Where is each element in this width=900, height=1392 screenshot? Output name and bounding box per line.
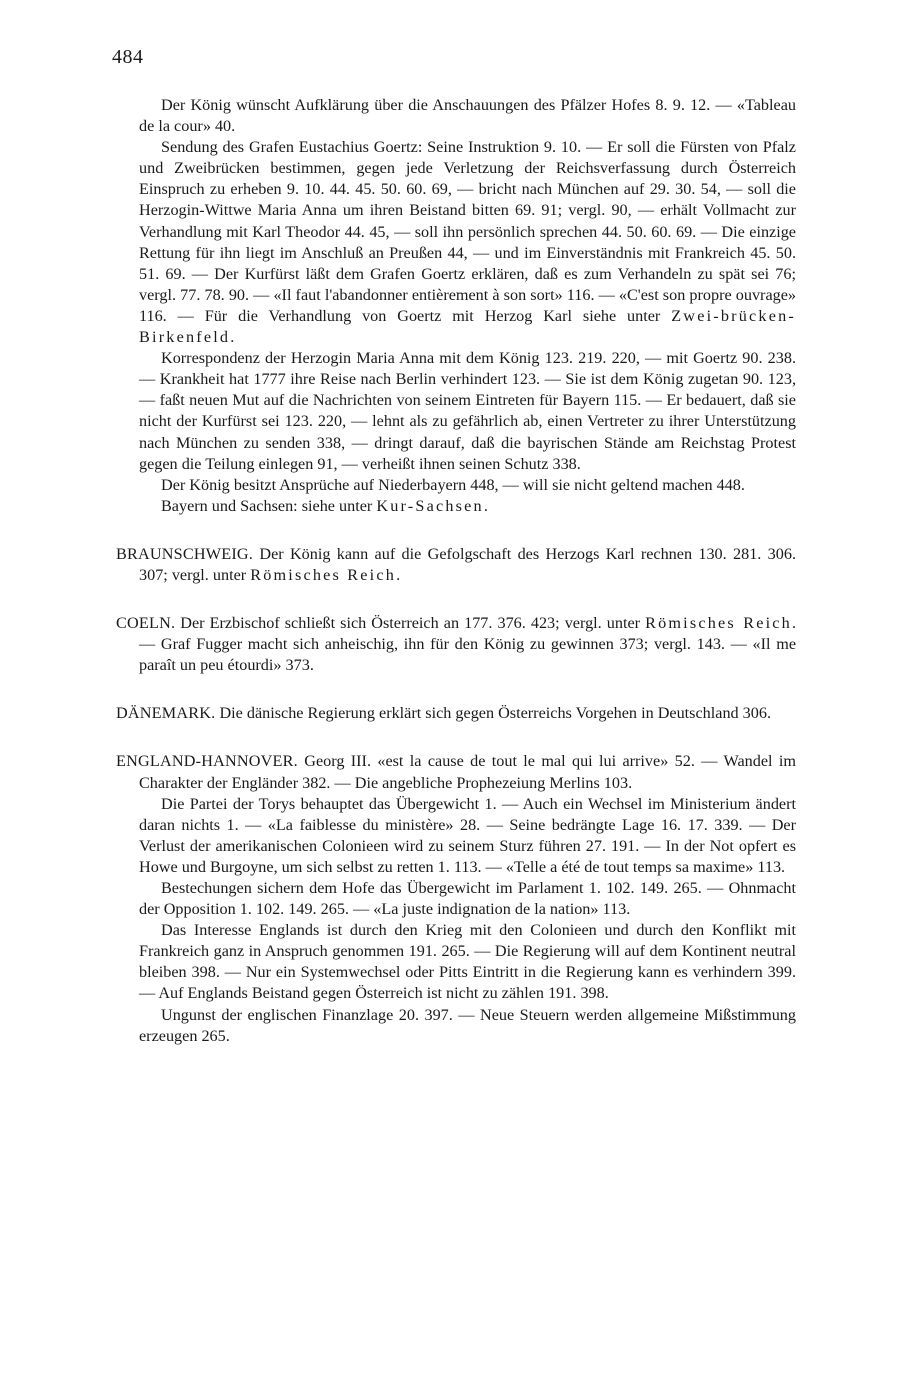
entry-pfalz	[116, 95, 796, 517]
paragraph: Bestechungen sichern dem Hofe das Übergewicht im Parlament 1. 102. 149. 265. — Ohnmacht der Opposition 1. 102. 149. 265. — «La juste indignation de la nation» 113.	[139, 879, 796, 919]
entry-heading: DÄNEMARK.	[116, 704, 216, 723]
entry-lead: BRAUNSCHWEIG. Der König kann auf die Gefolgschaft des Herzogs Karl rechnen 130. 281. 306. 307; vergl. unter Römisches Reich.	[116, 544, 796, 584]
entry-daenemark	[116, 703, 796, 724]
entry-england-hannover	[116, 751, 796, 1046]
entry-lead: DÄNEMARK. Die dänische Regierung erklärt sich gegen Österreichs Vorgehen in Deutschland 306.	[116, 704, 772, 723]
paragraph: Die Partei der Torys behauptet das Übergewicht 1. — Auch ein Wechsel im Ministerium ändert daran nichts 1. — «La faiblesse du ministère» 28. — Seine bedrängte Lage 16. 17. 339. — Der Verlust der amerikanischen Colonieen wird zu seinem Sturz führen 27. 191. — In der Not opfert es Howe und Burgoyne, um sich selbst zu retten 1. 113. — «Telle a été de tout temps sa maxime» 113.	[139, 794, 796, 876]
paragraph: Korrespondenz der Herzogin Maria Anna mit dem König 123. 219. 220, — mit Goertz 90. 238. — Krankheit hat 1777 ihre Reise nach Berlin verhindert 123. — Sie ist dem König zugetan 90. 123, — faßt neuen Mut auf die Nachrichten von seinem Eintreten für Bayern 115. — Er bedauert, daß sie nicht der Kurfürst sei 123. 220, — lehnt als zu gefährlich ab, einen Vertreter zu ihrer Unterstützung nach München zu senden 338, — dringt darauf, daß die bayrischen Stände am Reichstag Protest gegen die Teilung einlegen 91, — verheißt ihnen seinen Schutz 338.	[139, 349, 796, 473]
cross-reference: Römisches Reich	[250, 565, 397, 584]
paragraph: Ungunst der englischen Finanzlage 20. 397. — Neue Steuern werden allgemeine Mißstimmung erzeugen 265.	[139, 1005, 796, 1045]
paragraph: Sendung des Grafen Eustachius Goertz: Seine Instruktion 9. 10. — Er soll die Fürsten von Pfalz und Zweibrücken bestimmen, gegen jede Verletzung der Reichsverfassung durch Österreich Einspruch zu erheben 9. 10. 44. 45. 50. 60. 69, — bricht nach München auf 29. 30. 54, — soll die Herzogin-Wittwe Maria Anna um ihren Beistand bitten 69. 91; vergl. 90, — erhält Vollmacht zur Verhandlung mit Karl Theodor 44. 45, — soll ihn persönlich sprechen 44. 50. 60. 69. — Die einzige Rettung für ihn liegt im Anschluß an Preußen 44, — und im Einverständnis mit Frankreich 45. 50. 51. 69. — Der Kurfürst läßt dem Grafen Goertz erklären, daß es zum Verhandeln zu spät sei 76; vergl. 77. 78. 90. — «Il faut l'abandonner entièrement à son sort» 116. — «C'est son propre ouvrage» 116. — Für die Verhandlung von Goertz mit Herzog Karl siehe unter Zwei-brücken-Birkenfeld.	[139, 138, 796, 347]
entry-heading: BRAUNSCHWEIG.	[116, 544, 254, 563]
entry-heading: COELN.	[116, 614, 176, 633]
index-text	[116, 95, 796, 1047]
entry-lead: ENGLAND-HANNOVER. Georg III. «est la cause de tout le mal qui lui arrive» 52. — Wandel im Charakter der Engländer 382. — Die angebliche Prophezeiung Merlins 103.	[116, 752, 796, 792]
page-number: 484	[112, 46, 144, 68]
cross-reference: Römisches Reich	[645, 614, 792, 633]
entry-coeln	[116, 613, 796, 676]
paragraph: Das Interesse Englands ist durch den Krieg mit den Colonieen und durch den Konflikt mit Frankreich ganz in Anspruch genommen 191. 265. — Die Regierung will auf dem Kontinent neutral bleiben 398. — Nur ein Systemwechsel oder Pitts Eintritt in die Regierung kann es verhindern 399. — Auf Englands Beistand gegen Österreich ist nicht zu zählen 191. 398.	[139, 921, 796, 1003]
paragraph: Der König besitzt Ansprüche auf Niederbayern 448, — will sie nicht geltend machen 448.	[161, 475, 745, 494]
paragraph: Bayern und Sachsen: siehe unter Kur-Sachsen.	[161, 496, 488, 515]
paragraph: Der König wünscht Aufklärung über die Anschauungen des Pfälzer Hofes 8. 9. 12. — «Tableau de la cour» 40.	[139, 96, 796, 136]
entry-braunschweig	[116, 544, 796, 586]
entry-heading: ENGLAND-HANNOVER.	[116, 752, 298, 771]
cross-reference: Zwei-brücken-Birkenfeld	[139, 306, 796, 347]
cross-reference: Kur-Sachsen	[376, 496, 484, 515]
entry-lead: COELN. Der Erzbischof schließt sich Österreich an 177. 376. 423; vergl. unter Römisches Reich. — Graf Fugger macht sich anheischig, ihn für den König zu gewinnen 373; vergl. 143. — «Il me paraît un peu étourdi» 373.	[116, 614, 796, 675]
